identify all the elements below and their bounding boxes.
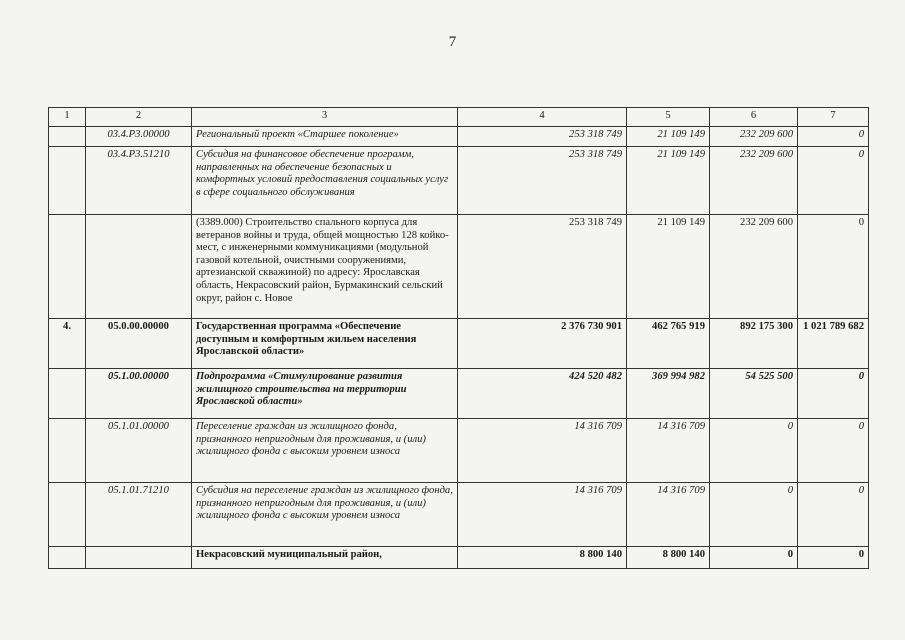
row-name: (3389.000) Строительство спального корпуса для ветеранов войны и труда, общей мощностью 128 койко-мест, с инженерными коммуникациями (модульной газовой котельной, очистными сооружениями, артезианской скважиной) по адресу: Ярославская область, Некрасовский район, Бурмакинский сельский округ, район с. Новое	[192, 215, 458, 319]
row-amount-col6: 54 525 500	[710, 369, 798, 419]
row-amount-col6: 232 209 600	[710, 127, 798, 147]
row-code: 03.4.Р3.51210	[86, 147, 192, 215]
row-amount-col6: 892 175 300	[710, 319, 798, 369]
row-index	[49, 419, 86, 483]
row-amount-col7: 0	[798, 215, 869, 319]
row-amount-col7: 1 021 789 682	[798, 319, 869, 369]
row-index	[49, 147, 86, 215]
row-amount-col4: 2 376 730 901	[458, 319, 627, 369]
row-amount-col7: 0	[798, 147, 869, 215]
row-amount-col4: 424 520 482	[458, 369, 627, 419]
row-index	[49, 215, 86, 319]
row-amount-col7: 0	[798, 419, 869, 483]
budget-table	[48, 107, 869, 569]
row-name: Субсидия на финансовое обеспечение программ, направленных на обеспечение безопасных и комфортных условий предоставления социальных услуг в сфере социального обслуживания	[192, 147, 458, 215]
column-number: 4	[458, 108, 627, 127]
row-amount-col5: 21 109 149	[627, 215, 710, 319]
table-row	[49, 369, 869, 419]
row-amount-col6: 0	[710, 483, 798, 547]
table-row	[49, 483, 869, 547]
row-index	[49, 127, 86, 147]
row-amount-col4: 8 800 140	[458, 547, 627, 569]
row-amount-col5: 14 316 709	[627, 483, 710, 547]
column-number-row	[49, 108, 869, 127]
row-name: Субсидия на переселение граждан из жилищного фонда, признанного непригодным для проживания, и (или) жилищного фонда с высоким уровнем износа	[192, 483, 458, 547]
row-code	[86, 215, 192, 319]
row-amount-col6: 0	[710, 547, 798, 569]
column-number: 2	[86, 108, 192, 127]
row-code	[86, 547, 192, 569]
column-number: 3	[192, 108, 458, 127]
row-code: 05.1.00.00000	[86, 369, 192, 419]
row-amount-col6: 232 209 600	[710, 147, 798, 215]
row-index	[49, 369, 86, 419]
column-number: 5	[627, 108, 710, 127]
row-amount-col6: 232 209 600	[710, 215, 798, 319]
table-row	[49, 215, 869, 319]
row-name: Региональный проект «Старшее поколение»	[192, 127, 458, 147]
row-code: 03.4.Р3.00000	[86, 127, 192, 147]
page-number: 7	[448, 34, 457, 50]
row-amount-col5: 8 800 140	[627, 547, 710, 569]
column-number: 6	[710, 108, 798, 127]
table-row	[49, 547, 869, 569]
table-row	[49, 319, 869, 369]
row-index	[49, 547, 86, 569]
table-row	[49, 147, 869, 215]
row-code: 05.0.00.00000	[86, 319, 192, 369]
row-index: 4.	[49, 319, 86, 369]
row-code: 05.1.01.00000	[86, 419, 192, 483]
row-amount-col7: 0	[798, 369, 869, 419]
row-amount-col5: 462 765 919	[627, 319, 710, 369]
row-amount-col4: 253 318 749	[458, 215, 627, 319]
row-amount-col5: 21 109 149	[627, 147, 710, 215]
row-amount-col7: 0	[798, 547, 869, 569]
row-name: Некрасовский муниципальный район,	[192, 547, 458, 569]
row-code: 05.1.01.71210	[86, 483, 192, 547]
row-amount-col5: 14 316 709	[627, 419, 710, 483]
table-row	[49, 127, 869, 147]
row-amount-col4: 253 318 749	[458, 127, 627, 147]
column-number: 1	[49, 108, 86, 127]
row-index	[49, 483, 86, 547]
row-amount-col4: 14 316 709	[458, 483, 627, 547]
row-amount-col4: 14 316 709	[458, 419, 627, 483]
row-amount-col5: 369 994 982	[627, 369, 710, 419]
column-number: 7	[798, 108, 869, 127]
row-amount-col4: 253 318 749	[458, 147, 627, 215]
row-name: Подпрограмма «Стимулирование развития жилищного строительства на территории Ярославской области»	[192, 369, 458, 419]
row-amount-col7: 0	[798, 483, 869, 547]
row-amount-col7: 0	[798, 127, 869, 147]
table-row	[49, 419, 869, 483]
row-name: Государственная программа «Обеспечение доступным и комфортным жильем населения Ярославской области»	[192, 319, 458, 369]
row-amount-col6: 0	[710, 419, 798, 483]
row-name: Переселение граждан из жилищного фонда, признанного непригодным для проживания, и (или) жилищного фонда с высоким уровнем износа	[192, 419, 458, 483]
row-amount-col5: 21 109 149	[627, 127, 710, 147]
